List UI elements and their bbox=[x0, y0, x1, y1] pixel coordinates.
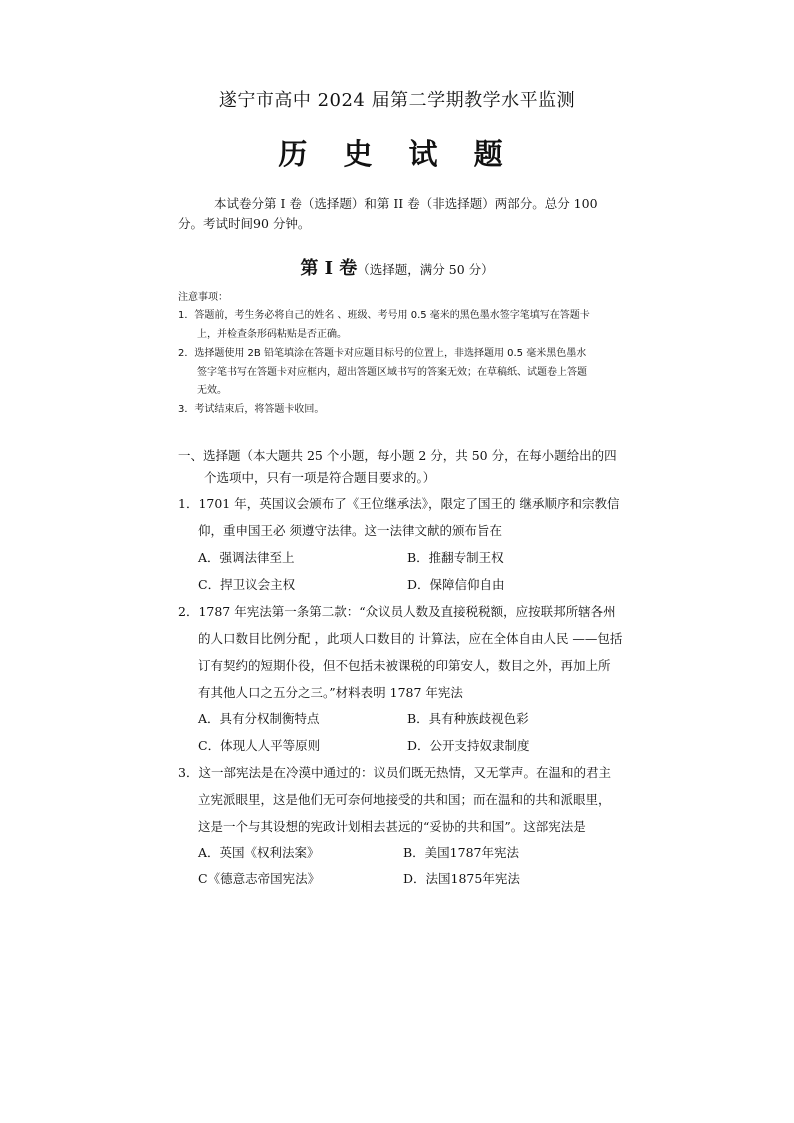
question-3-option-d: D．法国1875年宪法 bbox=[403, 871, 520, 886]
question-2-option-c: C．体现人人平等原则 bbox=[198, 738, 321, 753]
question-2-line-2: 的人口数目比例分配 ，此项人口数目的 计算法，应在全体自由人民 ——包括 bbox=[198, 631, 623, 646]
notes-item-2-line-2: 签字笔书写在答题卡对应框内，超出答题区域书写的答案无效；在草稿纸、试题卷上答题 bbox=[197, 367, 587, 378]
question-1-option-c: C．捍卫议会主权 bbox=[198, 577, 296, 592]
question-1-line-1: 1．1701 年，英国议会颁布了《王位继承法》，限定了国王的 继承顺序和宗教信 bbox=[178, 496, 620, 511]
question-2-line-3: 订有契约的短期仆役，但不包括未被课税的印第安人，数目之外，再加上所 bbox=[198, 658, 611, 673]
question-3-line-1: 3．这一部宪法是在冷漠中通过的：议员们既无热情，又无掌声。在温和的君主 bbox=[178, 765, 611, 780]
exam-title: 遂宁市高中 2024 届第二学期教学水平监测 bbox=[218, 90, 576, 111]
question-2-option-a: A．具有分权制衡特点 bbox=[198, 711, 320, 726]
notes-heading: 注意事项： bbox=[178, 292, 228, 303]
question-2-line-1: 2．1787 年宪法第一条第二款：“众议员人数及直接税税额，应按联邦所辖各州 bbox=[178, 604, 616, 619]
question-1-option-d: D．保障信仰自由 bbox=[407, 577, 505, 592]
notes-item-1-line-1: 1．答题前，考生务必将自己的姓名 、班级、考号用 0.5 毫米的黑色墨水签字笔填写在答题卡 bbox=[178, 310, 590, 321]
notes-item-2-line-3: 无效。 bbox=[197, 385, 227, 396]
notes-item-1-line-2: 上，并检查条形码粘贴是否正确。 bbox=[197, 329, 347, 340]
question-3-line-2: 立宪派眼里，这是他们无可奈何地接受的共和国；而在温和的共和派眼里， bbox=[198, 792, 611, 807]
part-title-sub: （选择题，满分 50 分） bbox=[357, 262, 494, 277]
question-3-line-3: 这是一个与其设想的宪政计划相去甚远的“妥协的共和国”。这部宪法是 bbox=[198, 819, 586, 834]
section-heading-line-2: 个选项中，只有一项是符合题目要求的。） bbox=[204, 470, 436, 485]
question-2-line-4: 有其他人口之五分之三。”材料表明 1787 年宪法 bbox=[198, 685, 463, 700]
question-1-line-2: 仰，重申国王必 须遵守法律。这一法律文献的颁布旨在 bbox=[198, 523, 502, 538]
intro-line-2: 分。考试时间90 分钟。 bbox=[178, 216, 311, 231]
question-3-option-b: B．美国1787年宪法 bbox=[403, 845, 519, 860]
part-title bbox=[0, 254, 794, 280]
section-heading-line-1: 一、选择题（本大题共 25 个小题，每小题 2 分，共 50 分，在每小题给出的四 bbox=[178, 448, 617, 463]
question-3-option-a: A．英国《权利法案》 bbox=[198, 845, 320, 860]
part-title-main: 第 Ⅰ 卷 bbox=[300, 258, 358, 279]
question-2-option-d: D．公开支持奴隶制度 bbox=[407, 738, 530, 753]
question-3-option-c: C《德意志帝国宪法》 bbox=[198, 871, 321, 886]
intro-line-1: 本试卷分第 I 卷（选择题）和第 II 卷（非选择题）两部分。总分 100 bbox=[214, 196, 598, 211]
question-2-option-b: B．具有种族歧视色彩 bbox=[407, 711, 529, 726]
notes-item-2-line-1: 2．选择题使用 2B 铅笔填涂在答题卡对应题目标号的位置上，非选择题用 0.5 毫米黑色墨水 bbox=[178, 348, 587, 359]
notes-item-3: 3．考试结束后，将答题卡收回。 bbox=[178, 404, 325, 415]
question-1-option-b: B．推翻专制王权 bbox=[407, 550, 504, 565]
subject-title: 历 史 试 题 bbox=[278, 137, 516, 171]
question-1-option-a: A．强调法律至上 bbox=[198, 550, 295, 565]
